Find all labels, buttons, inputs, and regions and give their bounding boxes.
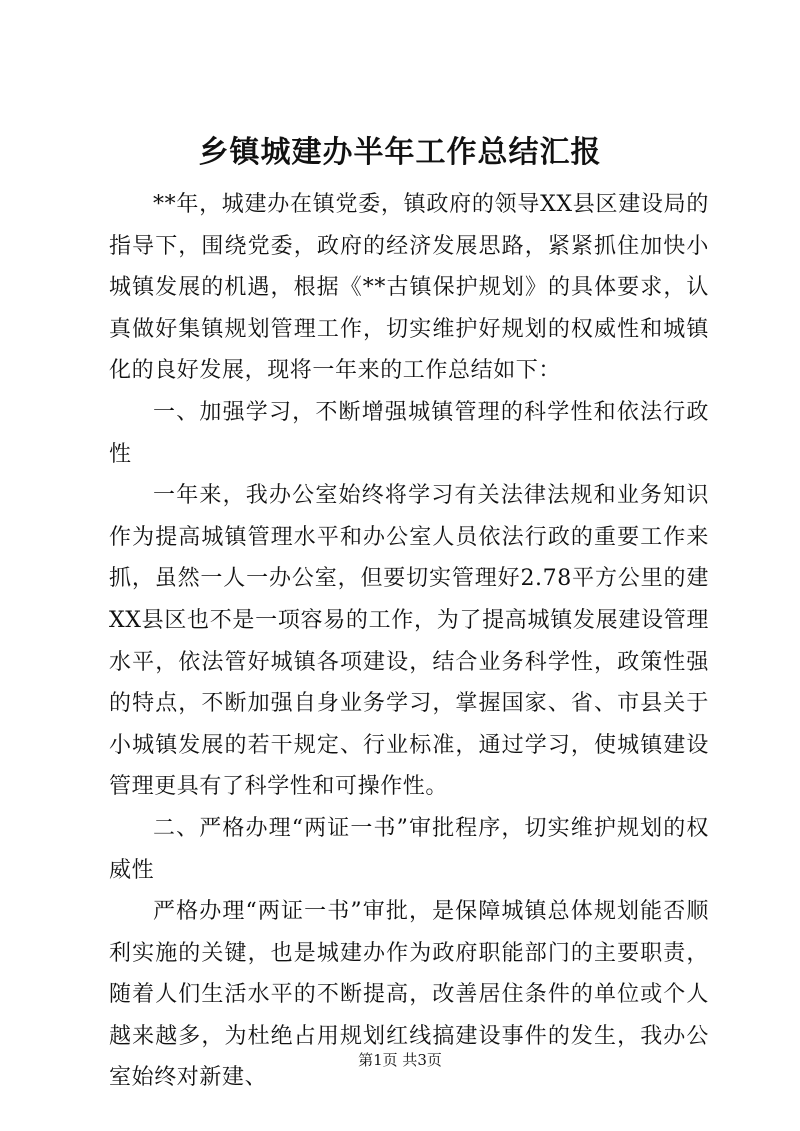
page-number-footer: 第1页 共3页	[358, 1051, 442, 1069]
section-heading-2: 二、严格办理“两证一书”审批程序，切实维护规划的权威性	[109, 815, 709, 883]
section-1-paragraph: 一年来，我办公室始终将学习有关法律法规和业务知识作为提高城镇管理水平和办公室人员依法行政的重要工作来抓，虽然一人一办公室，但要切实管理好2.78平方公里的建XX县区也不是一项容易的工作，为了提高城镇发展建设管理水平，依法管好城镇各项建设，结合业务科学性，政策性强的特点，不断加强自身业务学习，掌握国家、省、市县关于小城镇发展的若干规定、行业标准，通过学习，使城镇建设管理更具有了科学性和可操作性。	[109, 483, 709, 800]
document-title: 乡镇城建办半年工作总结汇报	[198, 135, 602, 170]
section-2-paragraph: 严格办理“两证一书”审批，是保障城镇总体规划能否顺利实施的关键，也是城建办作为政府职能部门的主要职责，随着人们生活水平的不断提高，改善居住条件的单位或个人越来越多，为杜绝占用规划红线搞建设事件的发生，我办公室始终对新建、	[109, 899, 709, 1091]
section-heading-1: 一、加强学习，不断增强城镇管理的科学性和依法行政性	[109, 399, 709, 467]
document-body	[109, 184, 709, 1099]
intro-paragraph: **年，城建办在镇党委，镇政府的领导XX县区建设局的指导下，围绕党委，政府的经济发展思路，紧紧抓住加快小城镇发展的机遇，根据《**古镇保护规划》的具体要求，认真做好集镇规划管理工作，切实维护好规划的权威性和城镇化的良好发展，现将一年来的工作总结如下：	[109, 192, 709, 384]
